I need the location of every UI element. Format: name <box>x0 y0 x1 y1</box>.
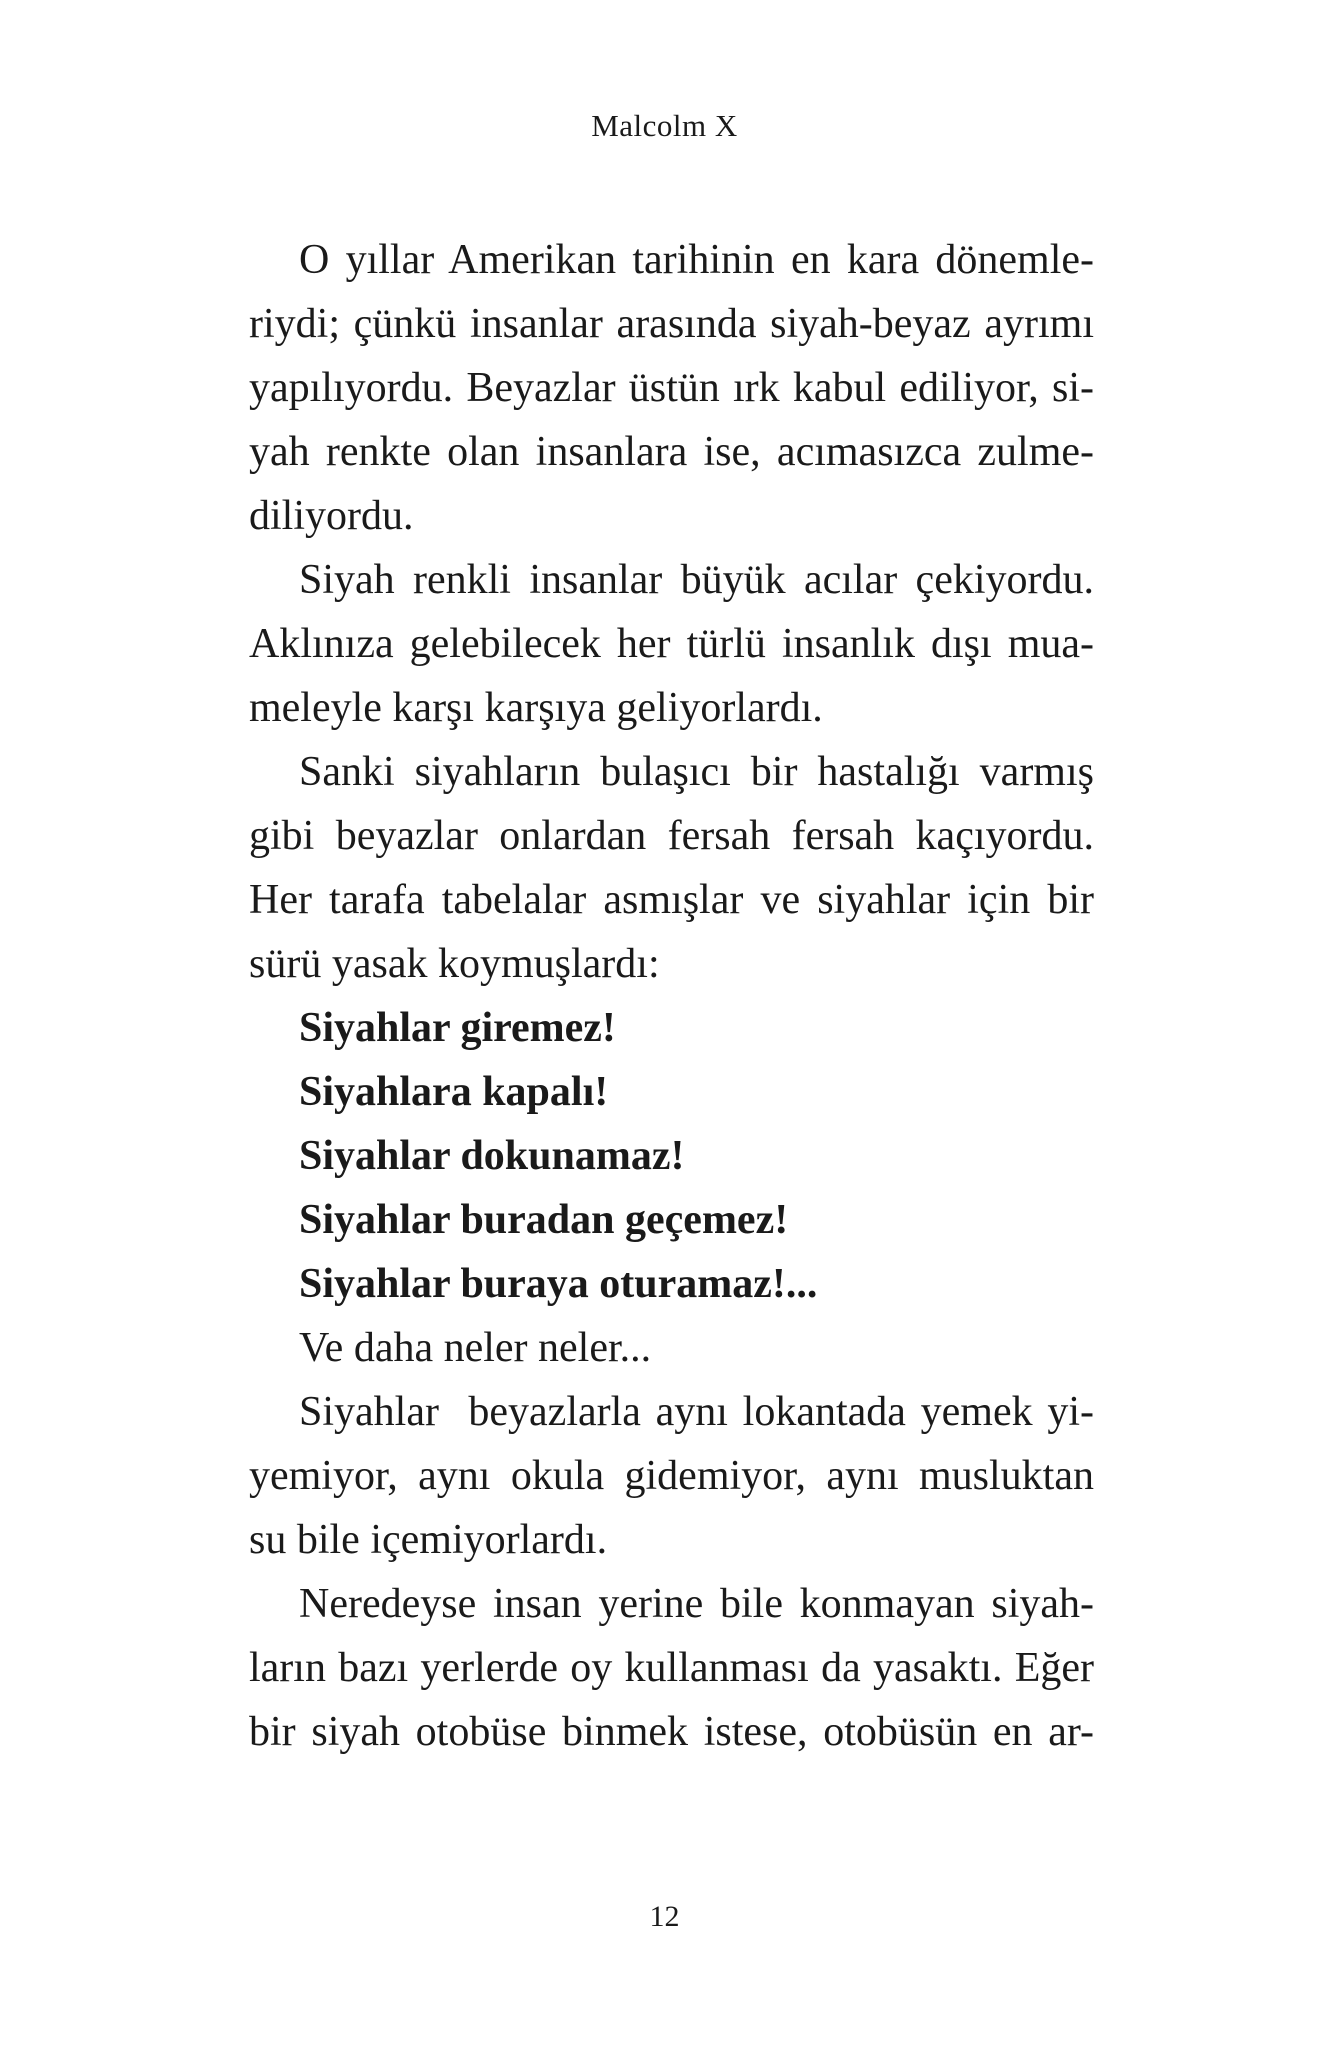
text-line: Aklınıza gelebilecek her türlü insanlık dışı mua- <box>249 621 1094 667</box>
text-line: Sanki siyahların bulaşıcı bir hastalığı varmış <box>299 749 1094 795</box>
text-line: riydi; çünkü insanlar arasında siyah-beyaz ayrımı <box>249 301 1094 347</box>
text-line: O yıllar Amerikan tarihinin en kara dönemle- <box>299 237 1094 283</box>
page-number: 12 <box>649 1900 680 1933</box>
text-line: Siyah renkli insanlar büyük acılar çekiyordu. <box>299 557 1094 603</box>
paragraph-1 <box>249 228 1094 548</box>
text-line: diliyordu. <box>249 493 414 539</box>
text-line: ların bazı yerlerde oy kullanması da yasaktı. Eğer <box>249 1645 1094 1691</box>
text-line: yapılıyordu. Beyazlar üstün ırk kabul ediliyor, si- <box>249 365 1094 411</box>
sign-line: Siyahlar giremez! <box>299 1005 616 1051</box>
sign-line: Siyahlar buraya oturamaz!... <box>299 1261 818 1307</box>
text-line: sürü yasak koymuşlardı: <box>249 941 660 987</box>
text-line: bir siyah otobüse binmek istese, otobüsün en ar- <box>249 1709 1094 1755</box>
paragraph-3 <box>249 740 1094 996</box>
paragraph-4: Ve daha neler neler... <box>299 1325 652 1371</box>
paragraph-5 <box>249 1380 1094 1572</box>
paragraph-2 <box>249 548 1094 740</box>
text-line: gibi beyazlar onlardan fersah fersah kaçıyordu. <box>249 813 1094 859</box>
text-line: su bile içemiyorlardı. <box>249 1517 608 1563</box>
sign-line: Siyahlara kapalı! <box>299 1069 609 1115</box>
text-line: Her tarafa tabelalar asmışlar ve siyahlar için bir <box>249 877 1094 923</box>
text-line: Neredeyse insan yerine bile konmayan siyah- <box>299 1581 1094 1627</box>
text-line: yemiyor, aynı okula gidemiyor, aynı musluktan <box>249 1453 1094 1499</box>
text-line: meleyle karşı karşıya geliyorlardı. <box>249 685 823 731</box>
sign-line: Siyahlar dokunamaz! <box>299 1133 685 1179</box>
running-head-title: Malcolm X <box>591 108 738 143</box>
sign-line: Siyahlar buradan geçemez! <box>299 1197 789 1243</box>
text-line: yah renkte olan insanlara ise, acımasızca zulme- <box>249 429 1094 475</box>
page-body <box>249 228 1094 1764</box>
text-line: Siyahlar beyazlarla aynı lokantada yemek yi- <box>299 1389 1094 1435</box>
paragraph-6 <box>249 1572 1094 1764</box>
